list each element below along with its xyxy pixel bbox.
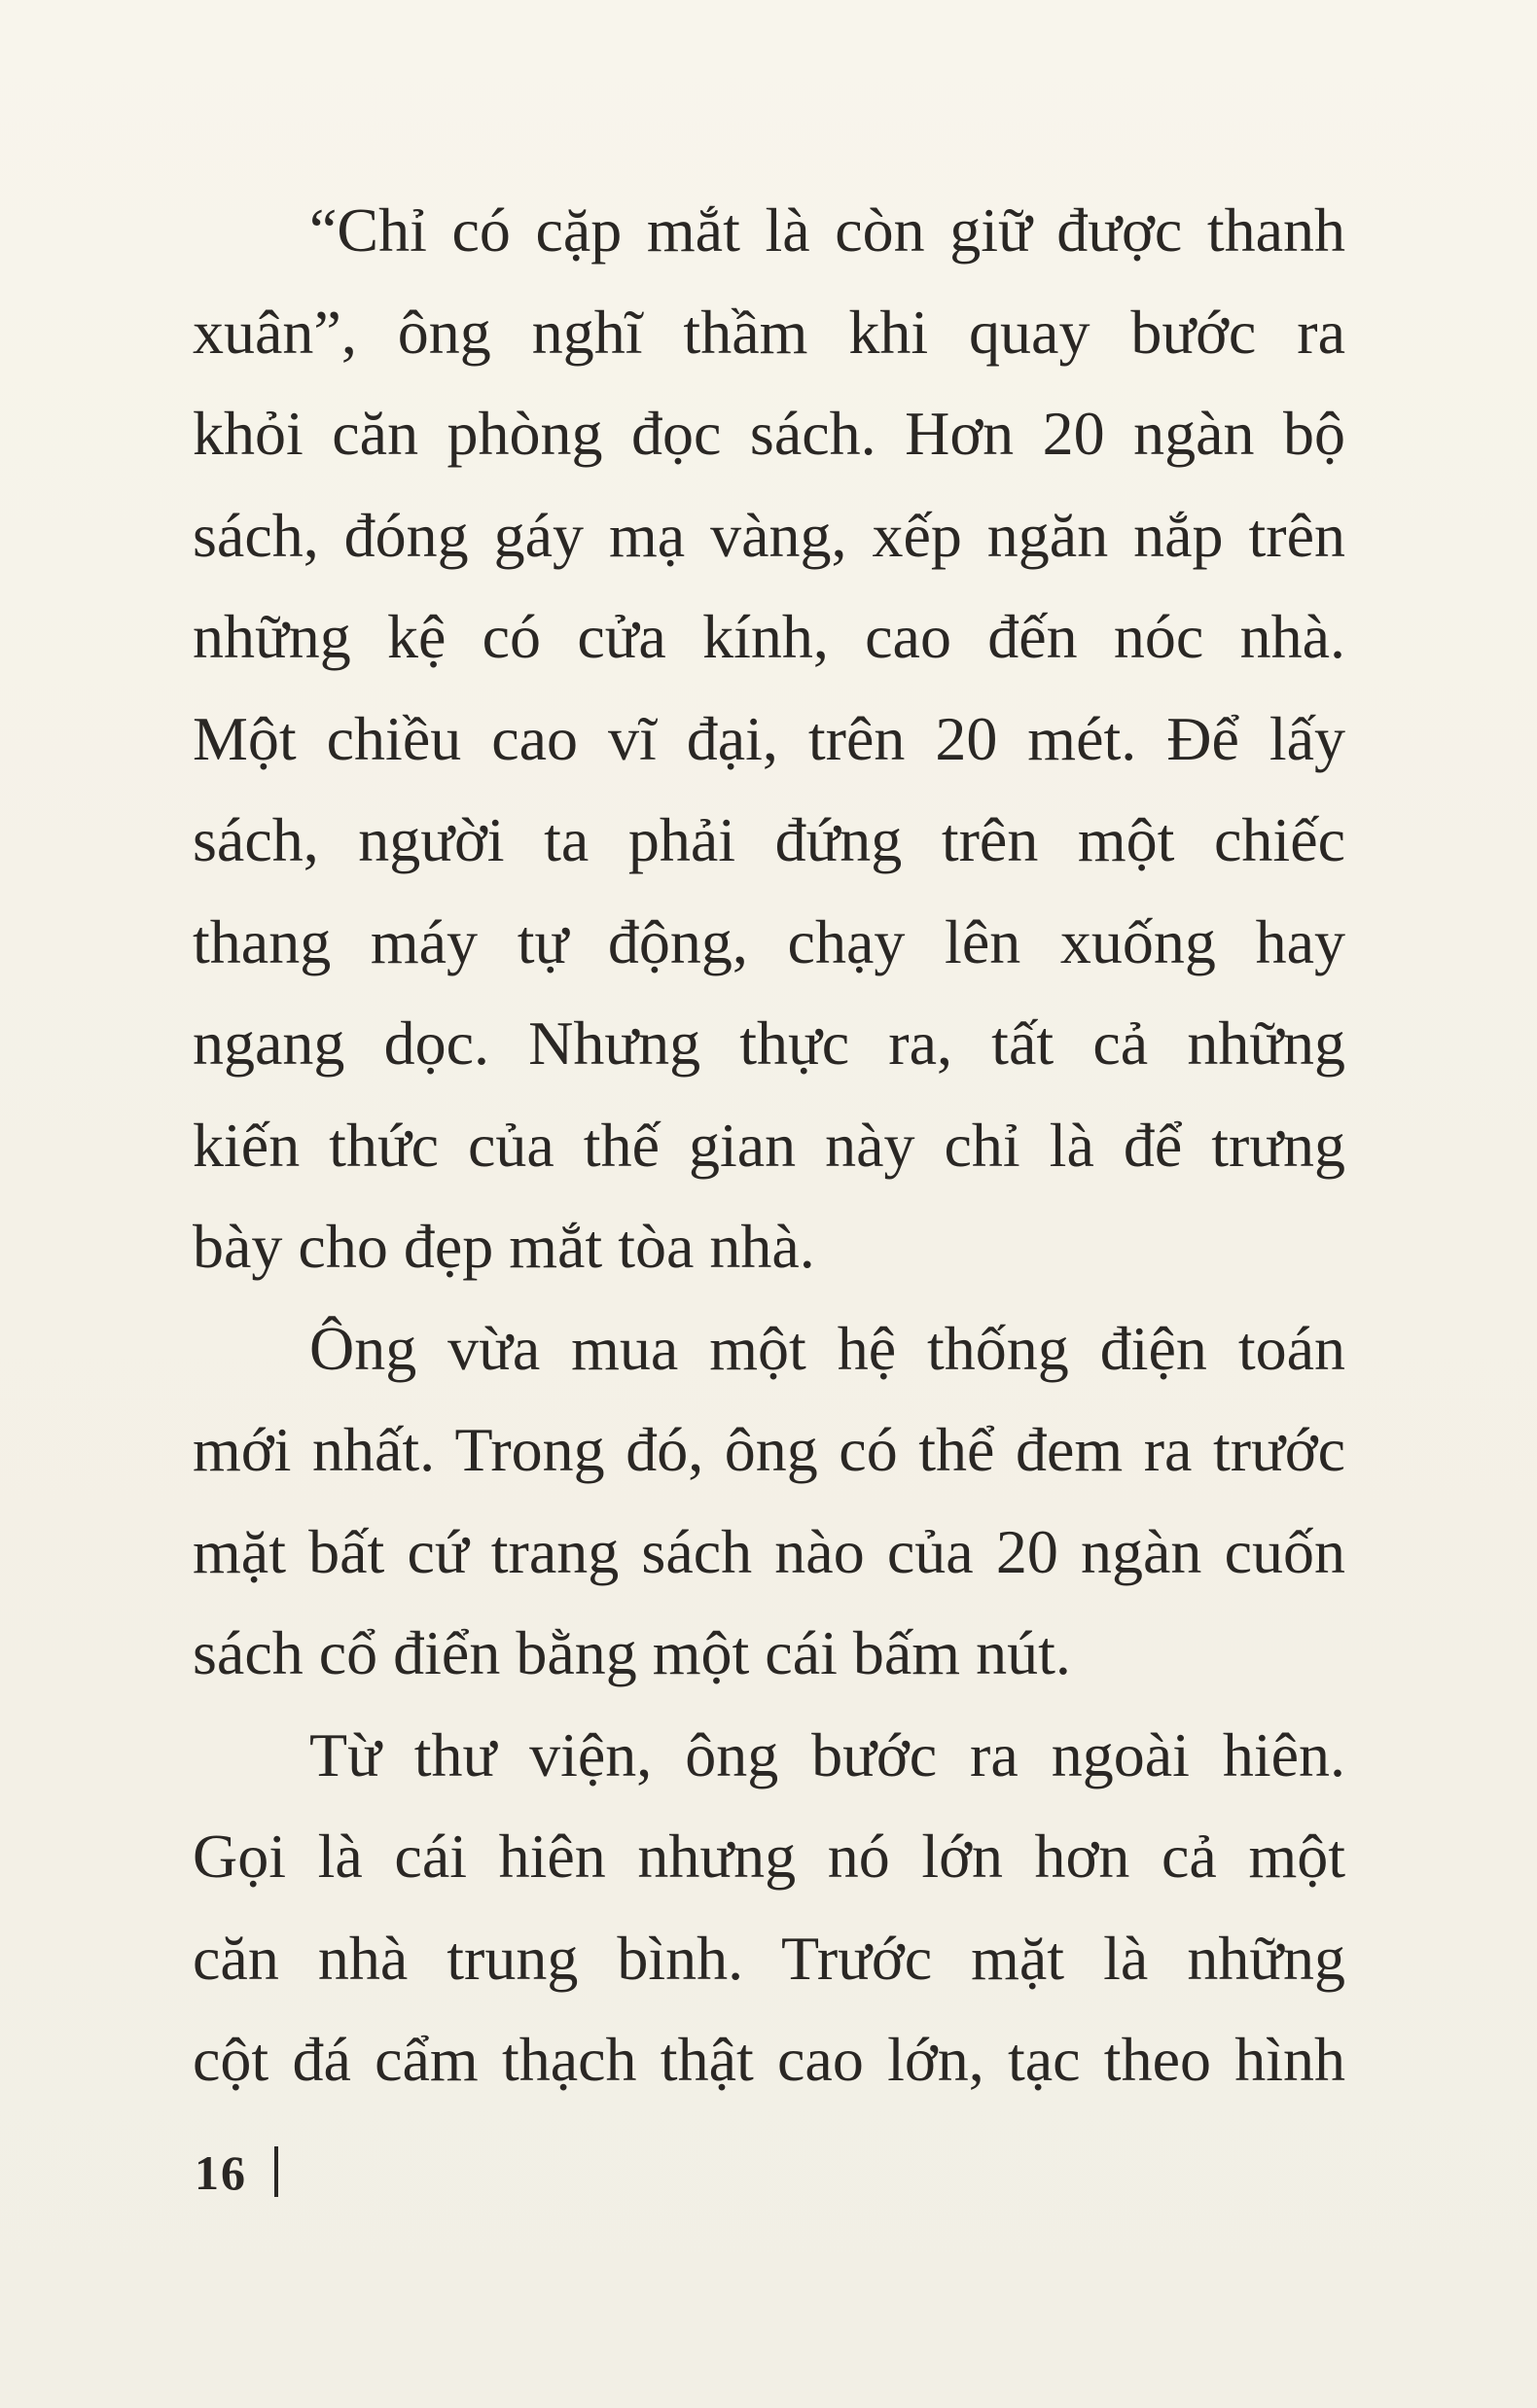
body-text xyxy=(193,180,1345,2111)
text-line: ngang dọc. Nhưng thực ra, tất cả những xyxy=(193,1009,1345,1078)
text-line: sách cổ điển bằng một cái bấm nút. xyxy=(193,1618,1071,1687)
text-line: kiến thức của thế gian này chỉ là để trưng xyxy=(193,1110,1345,1180)
text-line: những kệ có cửa kính, cao đến nóc nhà. xyxy=(193,602,1345,671)
text-line: căn nhà trung bình. Trước mặt là những xyxy=(193,1923,1345,1993)
text-line: Từ thư viện, ông bước ra ngoài hiên. xyxy=(309,1719,1345,1789)
text-line: sách, đóng gáy mạ vàng, xếp ngăn nắp trên xyxy=(193,500,1345,570)
text-line: thang máy tự động, chạy lên xuống hay xyxy=(193,906,1345,976)
text-line: cột đá cẩm thạch thật cao lớn, tạc theo hình xyxy=(193,2025,1345,2094)
text-line: xuân”, ông nghĩ thầm khi quay bước ra xyxy=(193,297,1345,367)
text-line: Gọi là cái hiên nhưng nó lớn hơn cả một xyxy=(193,1822,1345,1891)
text-line: “Chỉ có cặp mắt là còn giữ được thanh xyxy=(309,195,1345,265)
folio-divider xyxy=(274,2146,278,2197)
text-line: sách, người ta phải đứng trên một chiếc xyxy=(193,805,1345,874)
paragraph-1 xyxy=(193,180,1345,1298)
text-line: Một chiều cao vĩ đại, trên 20 mét. Để lấy xyxy=(193,703,1345,773)
paragraph-2 xyxy=(193,1298,1345,1705)
paragraph-3 xyxy=(193,1705,1345,2111)
text-line: khỏi căn phòng đọc sách. Hơn 20 ngàn bộ xyxy=(193,399,1345,468)
page-number-value: 16 xyxy=(195,2145,247,2200)
text-line: mới nhất. Trong đó, ông có thể đem ra trước xyxy=(193,1415,1345,1484)
text-line: Ông vừa mua một hệ thống điện toán xyxy=(309,1313,1345,1383)
text-line: mặt bất cứ trang sách nào của 20 ngàn cuốn xyxy=(193,1516,1345,1586)
page-number xyxy=(195,2144,278,2201)
text-line: bày cho đẹp mắt tòa nhà. xyxy=(193,1212,815,1281)
